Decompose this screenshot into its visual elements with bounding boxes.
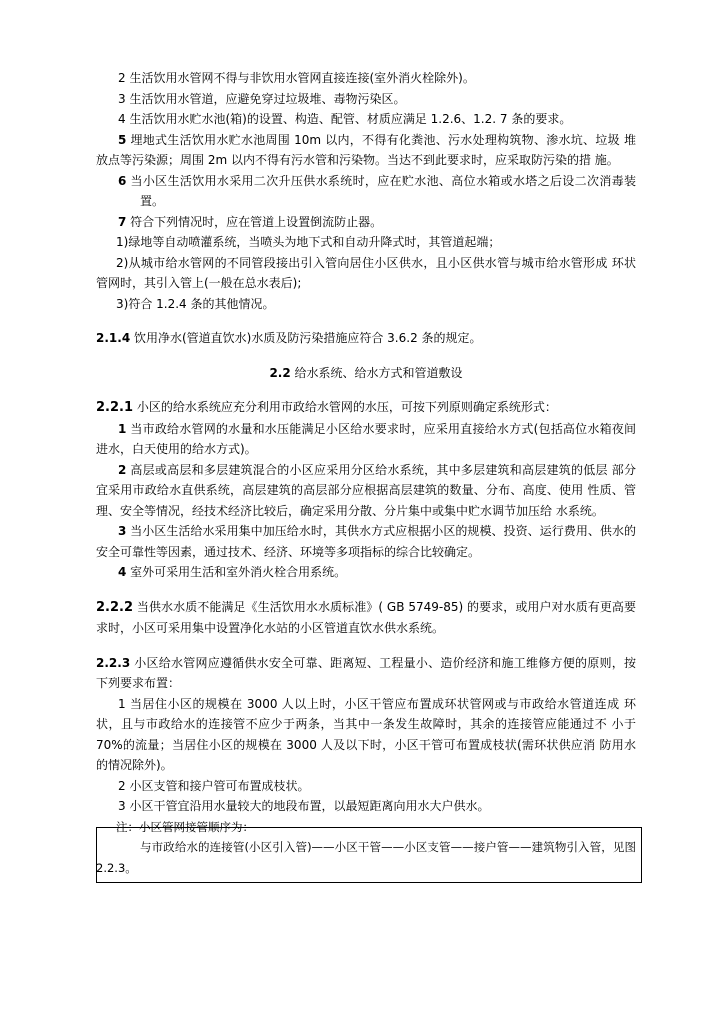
note-label: 注：小区管网接管顺序为： bbox=[116, 819, 254, 834]
para-2-1-3-item-5 bbox=[96, 130, 636, 171]
section-2-2-2 bbox=[96, 597, 636, 639]
para-2-1-3-item-7 bbox=[96, 212, 636, 233]
section-text: 小区的给水系统应充分利用市政给水管网的水压，可按下列原则确定系统形式： bbox=[133, 400, 557, 414]
section-2-2-1-item-3 bbox=[96, 521, 636, 562]
section-text: 当供水水质不能满足《生活饮用水水质标准》( GB 5749-85) 的要求，或用户对水质有更高要求时，小区可采用集中设置净化水站的小区管道直饮水供水系统。 bbox=[96, 599, 636, 635]
item-number: 4 bbox=[118, 565, 127, 579]
item-text: 室外可采用生活和室外消火栓合用系统。 bbox=[126, 565, 347, 579]
item-number: 2 bbox=[118, 462, 127, 477]
section-2-2-3-item-3: 3 小区干管宜沿用水量较大的地段布置，以最短距离向用水大户供水。 bbox=[118, 799, 490, 813]
item-number: 3 bbox=[118, 524, 127, 538]
spacer bbox=[96, 349, 636, 363]
para-2-1-3-item-3: 3 生活饮用水管道，应避免穿过垃圾堆、毒物污染区。 bbox=[118, 91, 406, 106]
section-2-2-1 bbox=[96, 397, 636, 419]
section-2-2-1-item-4 bbox=[96, 562, 636, 583]
item-number: 1 bbox=[118, 421, 127, 436]
section-heading-2-2 bbox=[96, 363, 636, 384]
item-text: 符合下列情况时，应在管道上设置倒流防止器。 bbox=[126, 214, 383, 229]
note-text: 与市政给水的连接管(小区引入管)——小区干管——小区支管——接户管——建筑物引入管，见图 2.2.3。 bbox=[96, 840, 636, 875]
section-2-2-3-item-2: 2 小区支管和接户管可布置成枝状。 bbox=[118, 778, 310, 793]
item-text: 埋地式生活饮用水贮水池周围 10m 以内，不得有化粪池、污水处理构筑物、渗水坑、垃圾 堆放点等污染源；周围 2m 以内不得有污水管和污染物。当达不到此要求时，应采取防污染的措 施。 bbox=[96, 132, 636, 167]
section-number: 2.2 bbox=[269, 365, 291, 380]
section-number: 2.2.1 bbox=[96, 400, 134, 415]
section-number: 2.2.2 bbox=[96, 599, 134, 615]
document-body bbox=[96, 68, 636, 878]
section-2-2-1-item-1 bbox=[96, 419, 636, 460]
item-text: 当市政给水管网的水量和水压能满足小区给水要求时，应采用直接给水方式(包括高位水箱夜间进水，白天使用的给水方式)。 bbox=[96, 421, 636, 456]
section-title: 给水系统、给水方式和管道敷设 bbox=[290, 365, 463, 380]
item-number: 6 bbox=[118, 173, 127, 188]
section-number: 2.2.3 bbox=[96, 655, 131, 670]
section-text: 饮用净水(管道直饮水)水质及防污染措施应符合 3.6.2 条的规定。 bbox=[130, 331, 482, 345]
spacer bbox=[96, 314, 636, 328]
section-text: 小区给水管网应遵循供水安全可靠、距离短、工程量小、造价经济和施工维修方便的原则，按下列要求布置： bbox=[96, 655, 636, 690]
section-2-2-1-item-2 bbox=[96, 460, 636, 522]
spacer bbox=[96, 583, 636, 597]
section-2-1-4 bbox=[96, 328, 636, 349]
spacer bbox=[96, 383, 636, 397]
section-2-2-3 bbox=[96, 653, 636, 694]
item-number: 7 bbox=[118, 214, 127, 229]
para-2-1-3-item-6 bbox=[96, 171, 636, 212]
item-text: 高层或高层和多层建筑混合的小区应采用分区给水系统，其中多层建筑和高层建筑的低层 部分宜采用市政给水直供系统，高层建筑的高层部分应根据高层建筑的数量、分布、高度、使用 性质、管理、安全等情况，经技术经济比较后，确定采用分散、分片集中或集中贮水调节加压给 水系统。 bbox=[96, 462, 636, 518]
item-number: 5 bbox=[118, 132, 127, 147]
section-2-2-3-item-1: 1 当居住小区的规模在 3000 人以上时，小区干管应布置成环状管网或与市政给水管道连成 环状，且与市政给水的连接管不应少于两条，当其中一条发生故障时，其余的连接管应能通过不 小于 70%的流量；当居住小区的规模在 3000 人及以下时，小区干管可布置成枝状(需环状供应消 防用水的情况除外)。 bbox=[96, 696, 636, 772]
item-7-sub-1: 1)绿地等自动喷灌系统，当喷头为地下式和自动升降式时，其管道起端； bbox=[116, 235, 501, 249]
item-7-sub-2: 2)从城市给水管网的不同管段接出引入管向居住小区供水，且小区供水管与城市给水管形成 环状管网时，其引入管上(一般在总水表后); bbox=[96, 255, 636, 290]
para-2-1-3-item-2: 2 生活饮用水管网不得与非饮用水管网直接连接(室外消火栓除外)。 bbox=[118, 71, 475, 85]
spacer bbox=[96, 639, 636, 653]
figure-2-2-3-frame bbox=[96, 827, 642, 883]
item-text: 当小区生活给水采用集中加压给水时，其供水方式应根据小区的规模、投资、运行费用、供水的安全可靠性等因素，通过技术、经济、环境等多项指标的综合比较确定。 bbox=[96, 524, 636, 559]
item-7-sub-3: 3)符合 1.2.4 条的其他情况。 bbox=[116, 296, 275, 311]
para-2-1-3-item-4: 4 生活饮用水贮水池(箱)的设置、构造、配管、材质应满足 1.2.6、1.2. 7 条的要求。 bbox=[118, 112, 572, 126]
section-number: 2.1.4 bbox=[96, 331, 131, 345]
item-text: 当小区生活饮用水采用二次升压供水系统时，应在贮水池、高位水箱或水塔之后设二次消毒装置。 bbox=[126, 173, 636, 208]
